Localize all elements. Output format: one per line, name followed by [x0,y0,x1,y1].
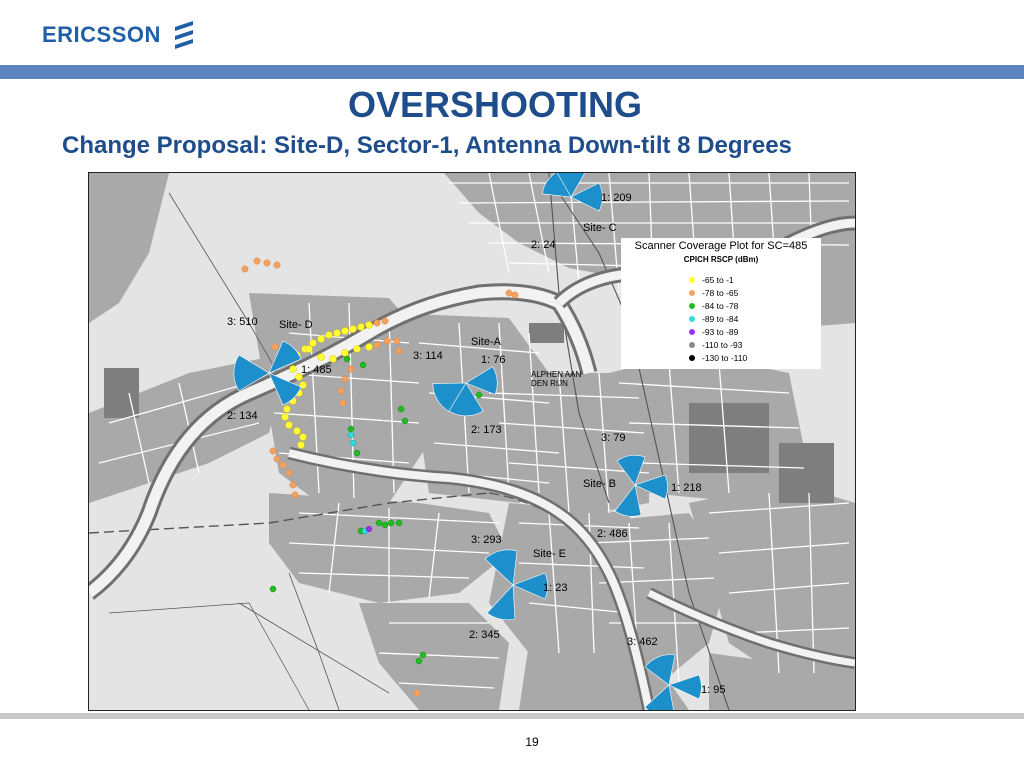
points-purple [366,526,372,532]
ericsson-logo [42,20,195,50]
slide-title: OVERSHOOTING [347,84,643,125]
legend-title: Scanner Coverage Plot for SC=485 [634,240,808,252]
legend-item [689,299,738,312]
legend-item [689,351,747,364]
coverage-map [88,172,856,711]
legend-item-label: -65 to -1 [702,274,734,285]
sector-label: 2: 486 [597,528,628,540]
legend-swatch-icon [689,355,695,361]
sector-label: 1: 95 [701,684,726,696]
sector-label: 2: 24 [531,239,556,251]
legend-subtitle: CPICH RSCP (dBm) [683,255,759,264]
town-label-line2: DEN RIJN [531,379,568,388]
sector-label: 3: 510 [227,316,258,328]
site-label-b: Site- B [583,478,617,490]
legend-item [689,286,738,299]
sector-label: 3: 79 [601,432,626,444]
site-label-a: Site-A [471,336,501,348]
legend-item [689,325,738,338]
header-bar [0,65,1024,79]
legend-item-label: -84 to -78 [702,300,739,311]
legend-item-label: -93 to -89 [702,326,739,337]
site-label-c: Site- C [583,222,617,234]
legend-swatch-icon [689,316,695,322]
town-label-line1: ALPHEN AAN [531,370,582,379]
site-label-e: Site- E [533,548,567,560]
footer-bar [0,713,1024,719]
legend-item [689,273,734,286]
logo-text: ERICSSON [42,22,161,47]
sector-label: 3: 114 [413,350,443,362]
legend-item [689,312,738,325]
legend-item-label: -89 to -84 [702,313,739,324]
legend-item-label: -130 to -110 [702,352,748,363]
sector-label: 3: 462 [627,636,658,648]
sector-label: 1: 485 [301,364,332,376]
sector-label: 2: 345 [469,629,500,641]
sector-label: 1: 23 [543,582,568,594]
legend-swatch-icon [689,342,695,348]
slide-subtitle: Change Proposal: Site-D, Sector-1, Antenna Down-tilt 8 Degrees [62,132,792,159]
legend-item-label: -110 to -93 [702,339,743,350]
ericsson-three-bar-logo-icon [173,20,195,50]
legend-swatch-icon [689,329,695,335]
sector-label: 1: 218 [671,482,702,494]
legend-item-label: -78 to -65 [702,287,739,298]
legend-item [689,338,742,351]
legend-swatch-icon [689,277,695,283]
sector-label: 2: 134 [227,410,258,422]
legend-swatch-icon [689,303,695,309]
legend-swatch-icon [689,290,695,296]
sector-label: 1: 209 [601,192,632,204]
page-number: 19 [525,735,539,749]
sector-label: 2: 173 [471,424,502,436]
sector-label: 1: 76 [481,354,506,366]
site-label-d: Site- D [279,319,313,331]
sector-label: 3: 293 [471,534,502,546]
map-legend [621,238,821,369]
